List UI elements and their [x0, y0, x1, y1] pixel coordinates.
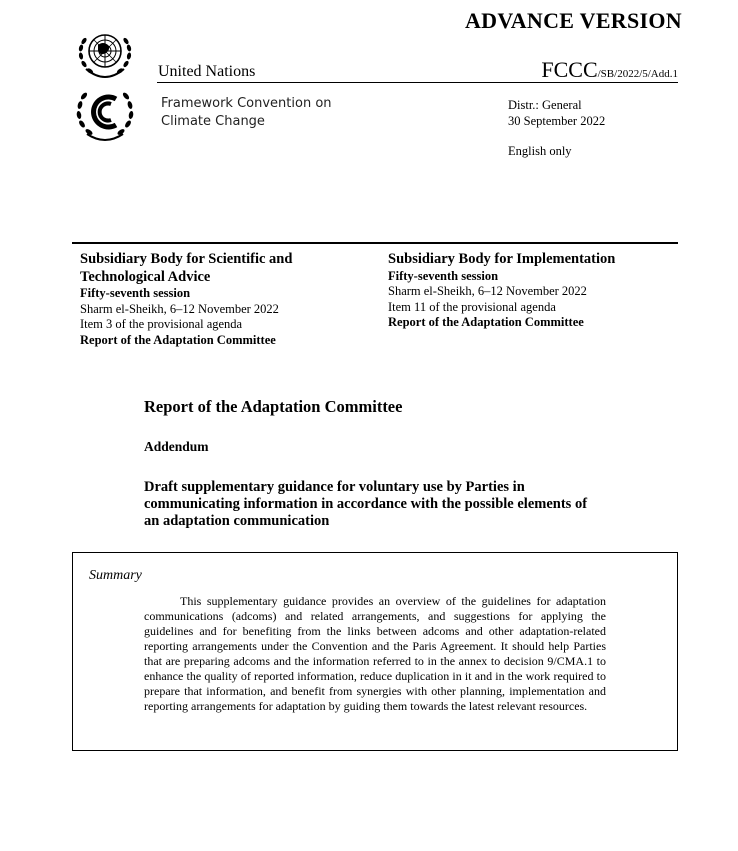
document-subtitle [144, 479, 614, 530]
summary-paragraph: This supplementary guidance provides an overview of the guidelines for adaptation communications (adcoms) and related arrangements, and suggestions for applying the guidelines and for benefiting from the links between adcoms and other adaptation-related reporting arrangements under the Convention and the Paris Agreement. It should help Parties that are preparing adcoms and the information referred to in the annex to decision 9/CMA.1 to enhance the quality of reported information, reduce duplication in it and in the work required to prepare that information, and benefit from synergies with other planning, implementation and reporting arrangements for adaptation by guiding them towards the latest relevant resources. [144, 594, 606, 713]
summary-text [144, 594, 606, 714]
subtitle-line-3: an adaptation communication [144, 513, 330, 529]
document-symbol [541, 57, 678, 83]
framework-line-2: Climate Change [161, 114, 265, 129]
distribution-block [508, 98, 605, 129]
section-rule [72, 242, 678, 244]
subtitle-line-1: Draft supplementary guidance for voluntary use by Parties in [144, 479, 525, 495]
report-title: Report of the Adaptation Committee [144, 397, 403, 416]
header-rule [157, 82, 678, 83]
symbol-suffix: /SB/2022/5/Add.1 [597, 68, 678, 80]
sbi-title: Subsidiary Body for Implementation [388, 251, 616, 267]
issue-date: 30 September 2022 [508, 113, 606, 128]
sbsta-item: Item 3 of the provisional agenda [80, 317, 243, 332]
sbi-session: Fifty-seventh session [388, 268, 499, 283]
symbol-prefix: FCCC [541, 57, 598, 82]
advance-version-label: ADVANCE VERSION [464, 8, 682, 33]
unfccc-logo-icon [72, 84, 138, 142]
summary-label: Summary [89, 568, 142, 583]
sbsta-title-line-2: Technological Advice [80, 268, 211, 285]
sbi-agenda-title: Report of the Adaptation Committee [388, 315, 584, 330]
sbi-block [388, 251, 668, 331]
subtitle-line-2: communicating information in accordance with the possible elements of [144, 496, 588, 512]
un-name: United Nations [158, 63, 256, 80]
sbsta-agenda-title: Report of the Adaptation Committee [80, 332, 276, 347]
sbi-item: Item 11 of the provisional agenda [388, 299, 556, 314]
sbsta-title-line-1: Subsidiary Body for Scientific and [80, 251, 293, 267]
sbi-place: Sharm el-Sheikh, 6–12 November 2022 [388, 284, 587, 299]
framework-line-1: Framework Convention on [161, 96, 332, 111]
addendum-label: Addendum [144, 439, 209, 454]
framework-convention-name [161, 95, 332, 131]
language-note: English only [508, 144, 572, 158]
distribution-type: Distr.: General [508, 98, 582, 112]
sbsta-place: Sharm el-Sheikh, 6–12 November 2022 [80, 301, 279, 316]
un-emblem-icon [72, 27, 138, 83]
sbsta-session: Fifty-seventh session [80, 286, 191, 300]
sbsta-block [80, 251, 340, 348]
